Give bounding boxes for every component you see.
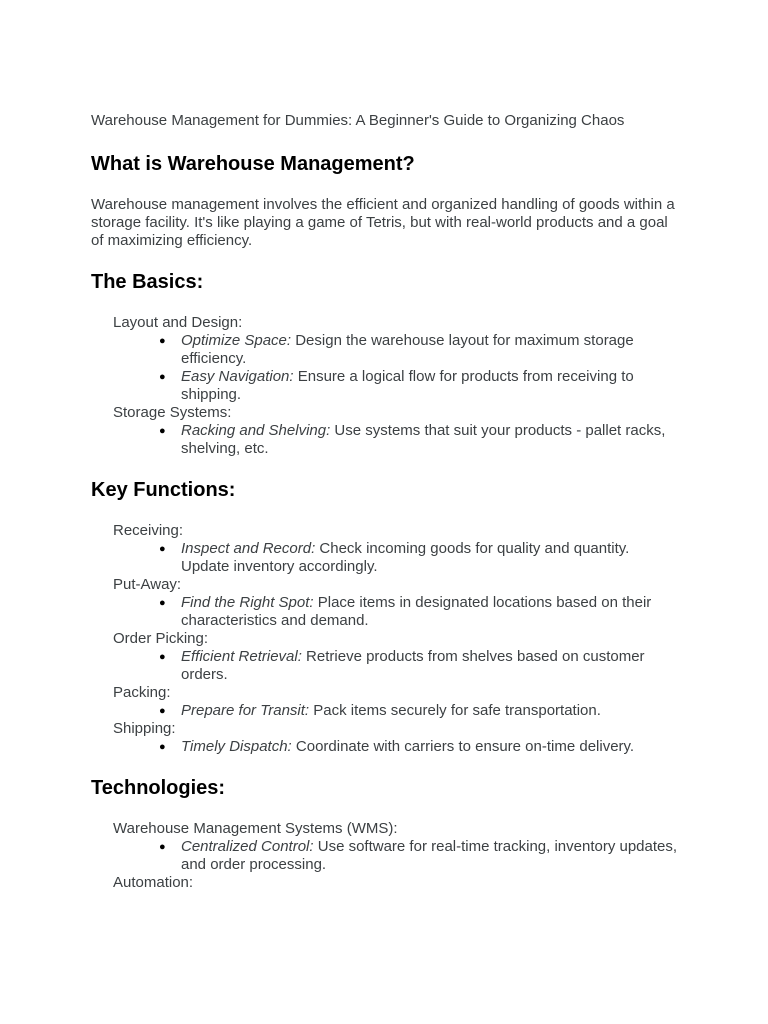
key-functions-section bbox=[91, 522, 680, 756]
bullet-list bbox=[113, 594, 680, 630]
bullet-icon: ● bbox=[159, 705, 166, 717]
bullet-icon: ● bbox=[159, 335, 166, 347]
list-item bbox=[159, 540, 680, 576]
bullet-list bbox=[113, 838, 680, 874]
group-label: Storage Systems: bbox=[113, 404, 232, 421]
heading-the-basics: The Basics: bbox=[91, 271, 204, 293]
group-label: Receiving: bbox=[113, 522, 184, 539]
bullet-icon: ● bbox=[159, 741, 166, 753]
document-title: Warehouse Management for Dummies: A Beginner's Guide to Organizing Chaos bbox=[91, 112, 625, 129]
group-label: Layout and Design: bbox=[113, 314, 243, 331]
list-item bbox=[159, 594, 680, 630]
bullet-icon: ● bbox=[159, 597, 166, 609]
list-item bbox=[159, 838, 680, 874]
intro-paragraph: Warehouse management involves the efficient and organized handling of goods within a storage facility. It's like playing a game of Tetris, but with real-world products and a goal of maximizing efficiency. bbox=[91, 196, 675, 249]
item-term: Prepare for Transit: bbox=[181, 702, 310, 719]
group-label: Order Picking: bbox=[113, 630, 209, 647]
bullet-icon: ● bbox=[159, 651, 166, 663]
item-term: Centralized Control: bbox=[181, 838, 314, 855]
bullet-icon: ● bbox=[159, 425, 166, 437]
item-text: Use systems that suit your products - pallet racks, shelving, etc. bbox=[181, 422, 666, 457]
item-text: Coordinate with carriers to ensure on-time delivery. bbox=[291, 738, 635, 755]
list-item bbox=[159, 648, 680, 684]
item-text: Check incoming goods for quality and quantity. Update inventory accordingly. bbox=[181, 540, 630, 575]
item-text: Design the warehouse layout for maximum storage efficiency. bbox=[181, 332, 634, 367]
heading-technologies: Technologies: bbox=[91, 777, 226, 799]
group-label: Packing: bbox=[113, 684, 171, 701]
list-item bbox=[159, 368, 680, 404]
group-label: Warehouse Management Systems (WMS): bbox=[113, 820, 398, 837]
heading-key-functions: Key Functions: bbox=[91, 479, 236, 501]
list-item bbox=[159, 702, 680, 720]
bullet-list bbox=[113, 738, 680, 756]
item-text: Place items in designated locations based on their characteristics and demand. bbox=[181, 594, 652, 629]
bullet-list bbox=[113, 648, 680, 684]
list-item bbox=[159, 332, 680, 368]
item-term: Inspect and Record: bbox=[181, 540, 316, 557]
technologies-section bbox=[91, 820, 680, 892]
group-label: Automation: bbox=[113, 874, 194, 891]
group-label: Put-Away: bbox=[113, 576, 182, 593]
bullet-list bbox=[113, 332, 680, 404]
item-term: Efficient Retrieval: bbox=[181, 648, 302, 665]
item-text: Ensure a logical flow for products from receiving to shipping. bbox=[181, 368, 634, 403]
list-item bbox=[159, 738, 680, 756]
item-term: Racking and Shelving: bbox=[181, 422, 331, 439]
bullet-icon: ● bbox=[159, 543, 166, 555]
basics-section bbox=[91, 314, 680, 458]
list-item bbox=[159, 422, 680, 458]
bullet-list bbox=[113, 540, 680, 576]
item-term: Easy Navigation: bbox=[181, 368, 294, 385]
item-text: Use software for real-time tracking, inventory updates, and order processing. bbox=[181, 838, 678, 873]
bullet-list bbox=[113, 422, 680, 458]
item-term: Find the Right Spot: bbox=[181, 594, 314, 611]
bullet-icon: ● bbox=[159, 371, 166, 383]
heading-what-is-warehouse-management: What is Warehouse Management? bbox=[91, 153, 415, 175]
bullet-list bbox=[113, 702, 680, 720]
item-term: Timely Dispatch: bbox=[181, 738, 292, 755]
group-label: Shipping: bbox=[113, 720, 176, 737]
item-text: Retrieve products from shelves based on customer orders. bbox=[181, 648, 645, 683]
bullet-icon: ● bbox=[159, 841, 166, 853]
item-term: Optimize Space: bbox=[181, 332, 292, 349]
item-text: Pack items securely for safe transportation. bbox=[309, 702, 601, 719]
